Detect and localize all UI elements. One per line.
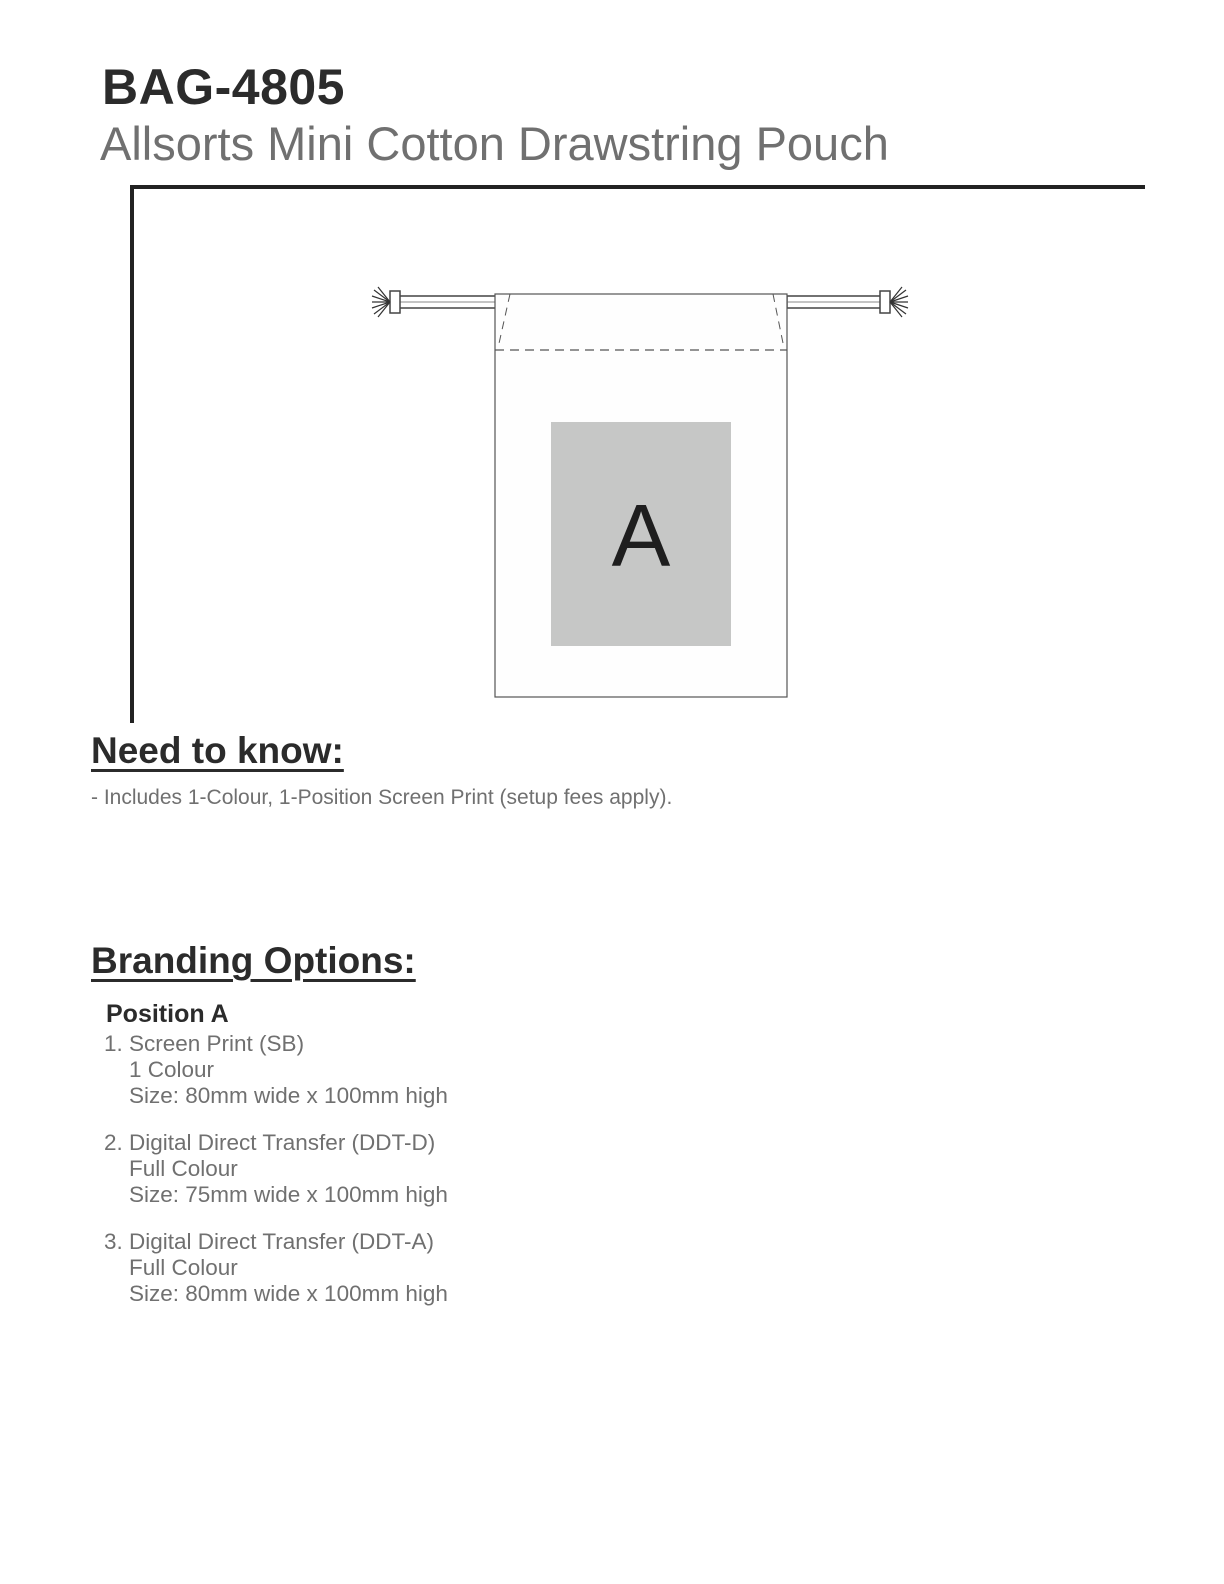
option-number: 2. <box>104 1130 123 1155</box>
option-method: Digital Direct Transfer (DDT-D) <box>129 1130 436 1155</box>
option-colours: Full Colour <box>129 1255 238 1280</box>
list-item <box>104 1031 448 1109</box>
pouch-illustration <box>370 284 915 704</box>
option-size: Size: 75mm wide x 100mm high <box>129 1182 448 1207</box>
product-name: Allsorts Mini Cotton Drawstring Pouch <box>100 117 889 170</box>
option-size: Size: 80mm wide x 100mm high <box>129 1281 448 1306</box>
branding-options-list <box>104 1031 448 1328</box>
frame-top-border <box>130 185 1145 189</box>
need-to-know-text: - Includes 1-Colour, 1-Position Screen Print (setup fees apply). <box>91 786 673 809</box>
need-to-know-heading: Need to know: <box>91 730 344 771</box>
position-a-heading: Position A <box>106 1000 229 1028</box>
option-method: Screen Print (SB) <box>129 1031 305 1056</box>
product-code: BAG-4805 <box>102 59 345 115</box>
option-colours: Full Colour <box>129 1156 238 1181</box>
tassel-left-icon <box>372 287 390 317</box>
list-item <box>104 1130 448 1208</box>
tassel-right-icon <box>890 287 908 317</box>
option-method: Digital Direct Transfer (DDT-A) <box>129 1229 435 1254</box>
option-colours: 1 Colour <box>129 1057 215 1082</box>
option-number: 3. <box>104 1229 123 1254</box>
list-item <box>104 1229 448 1307</box>
branding-options-heading: Branding Options: <box>91 940 416 981</box>
print-area-label: A <box>611 486 671 585</box>
option-number: 1. <box>104 1031 123 1056</box>
option-size: Size: 80mm wide x 100mm high <box>129 1083 448 1108</box>
frame-left-border <box>130 185 134 723</box>
